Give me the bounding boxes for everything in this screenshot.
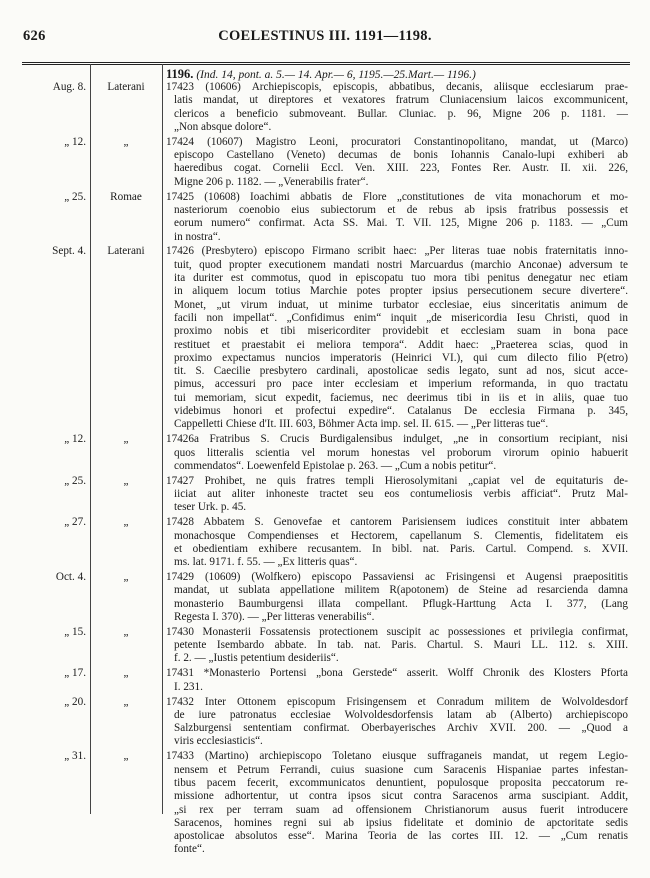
entry-text-first-line: 17429 (10609) (Wolfkero) episcopo Passaviensi ac Frisingensi et Augensi praeposititis	[166, 571, 628, 583]
header-rule-bottom	[22, 64, 630, 65]
entry-text-line: facili non impellat“. „Confidimus enim“ inquit „de misericordia Iesu Christi, quod in	[174, 311, 628, 324]
entry-text-line: tibus pacem fecerit, excommunicatos denuntient, populosque proposita peccatorum re-	[174, 776, 628, 789]
entry-text-line: Salzburgensi sententiam confirmat. Oberbayerisches Archiv XVII. 200. — „Quod a	[174, 722, 628, 735]
entry-place: Laterani	[107, 81, 145, 93]
entry-place: „	[123, 625, 129, 638]
entry-text-line: clericos a beneficio submoveant. Bullar. Cluniac. p. 96, Migne 206 p. 1181. —	[174, 107, 628, 120]
entry-text-line: viris ecclesiasticis“.	[174, 735, 263, 748]
entry-place: „	[123, 695, 129, 708]
entry-text-first-line: 17426 (Presbytero) episcopo Firmano scribit haec: „Per literas tuae nobis fraternitatis inno-	[166, 245, 628, 258]
entry-place: „	[123, 516, 129, 529]
year-note: (Ind. 14, pont. a. 5.— 14. Apr.— 6, 1195.—25.Mart.— 1196.)	[196, 69, 476, 81]
entry-text-first-line: 17426a Fratribus S. Crucis Burdigalensibus indulget, „ne in consortium recipiant, nisi	[166, 433, 628, 446]
entry-date: Oct. 4.	[55, 571, 86, 583]
entry-date: „ 17.	[64, 667, 86, 680]
entry-date: „ 12.	[64, 135, 86, 148]
entry-place: Romae	[110, 190, 142, 203]
entry-text-line: proximo nobis et tibi misericorditer providebit et ecclesiam suam in bona pace	[174, 325, 628, 338]
entry-text-first-line: 17432 Inter Ottonem episcopum Frisingensem et Conradum militem de Wolvoldesdorf	[166, 695, 628, 708]
entry-text-line: ita duriter est commotus, quod in episcopatu tuo mora tibi penitus denegatur nec etiam	[174, 272, 628, 284]
entry-text-line: de iure patronatus ecclesiae Wolvoldesdorfensis latam ab (Alberto) archiepiscopo	[174, 708, 628, 721]
year-heading	[166, 67, 628, 82]
entry-text-line: haeredibus cogat. Cornelii Eccl. Ven. XIII. 223, Fontes Rer. Austr. II. xii. 226,	[174, 162, 628, 175]
entry-text-first-line: 17423 (10606) Archiepiscopis, episcopis, abbatibus, decanis, aliisque ecclesiarum prae-	[166, 81, 628, 93]
entry-text-line: in nostra“.	[174, 230, 221, 243]
entry-text-line: tit. S. Caecilie presbytero cardinali, apostolicae sedis legato, sunt ad nos, sicut acce-	[174, 365, 628, 378]
entry-text-line: monasterio Baumburgensi illata compellant. Pflugk-Harttung Acta I. 377, (Lang	[174, 597, 628, 610]
entry-place: „	[123, 667, 129, 680]
entry-place: „	[123, 433, 129, 446]
entry-text-line: mandat, ut sublata appellatione militem R(apotonem) de Steine ad resarcienda damna	[174, 584, 628, 597]
entry-text-line: videbimus honori et profectui expedire“. Catalanus De ecclesia Firmana p. 345,	[174, 405, 628, 417]
entry-date: „ 15.	[64, 625, 86, 638]
entry-text-line: Saracenos, homines regni sui ab ipsius fidelitate et dominio de apctoritate sedis	[174, 816, 628, 829]
entry-text-line: f. 2. — „Iustis petentium desideriis“.	[174, 652, 339, 665]
entry-text-line: tui memoriam, sicut expedit, faciemus, nec deerimus tibi in iis et in aliis, quae tuo	[174, 391, 628, 404]
entry-text-first-line: 17431 *Monasterio Portensi „bona Gerstede“ asserit. Wolff Chronik des Klosters Pforta	[166, 667, 628, 680]
entry-text-line: monachosque Compendienses et Hectorem, capellanum S. Clementis, fidelitatem eis	[174, 529, 628, 542]
entry-text-line: proximo expectamus nuncios imperatoris (Heinrici VI.), qui cum dilecto filio P(etro)	[174, 351, 628, 364]
entry-text-line: episcopo Castellano (Veneto) decumas de bonis Iohannis Canalo-lupi exhiberi ab	[174, 149, 628, 162]
entry-place: „	[123, 571, 129, 583]
entry-date: „ 20.	[64, 695, 86, 708]
entry-text-line: „Non absque dolore“.	[174, 120, 272, 133]
entry-place: „	[123, 750, 129, 763]
entry-text-line: tuit, quod propter executionem mandati nostri Marcuardus (marchio Anconae) adversum te	[174, 258, 628, 271]
entry-text-line: Cappelletti Chiese d'It. III. 603, Böhmer Acta imp. sel. II. 615. — „Per litteras tue“.	[174, 418, 549, 431]
entry-text-line: apostolicae absolutos esse“. Marina Teoria de las cortes III. 12. — „Cum renatis	[174, 830, 628, 843]
entry-text-line: Regesta I. 370). — „Per litteras venerabilis“.	[174, 610, 375, 623]
entry-text-line: latis mandat, ut direptores et vexatores fratrum Cluniacensium laicos excommunicent,	[174, 94, 628, 107]
entry-text-line: in aliquem locum totius Marchie potes propter ipsius persecutionem secure divertere“.	[174, 285, 628, 298]
entry-text-line: teser Urk. p. 45.	[174, 501, 247, 514]
entry-text-first-line: 17427 Prohibet, ne quis fratres templi Hierosolymitani „capiat vel de equitaturis de-	[166, 474, 628, 487]
entry-text-line: nasteriorum coenobio eius subiectorum et de rebus ab ipsis fratribus possessis et	[174, 203, 628, 216]
entry-date: „ 25.	[64, 474, 86, 487]
entry-text-line: petente Isembardo abbate. In tab. nat. Paris. Chartul. S. Mauri LL. 112. s. XIII.	[174, 639, 628, 652]
column-divider-place	[162, 64, 163, 814]
entry-text-first-line: 17424 (10607) Magistro Leoni, procuratori Constantinopolitano, mandat, ut (Marco)	[166, 135, 628, 148]
entry-text-line: „si rex per terram suam ad offensionem Christianorum ausus fuerit introducere	[174, 803, 628, 816]
entry-text-line: missione adhortentur, ut contra ipsos sicut contra Saracenos arma suscipiant. Addit,	[174, 790, 628, 803]
column-divider-date	[90, 64, 91, 814]
entry-text-line: pimus, accessuri pro pace inter ecclesiam et imperium reformanda, in quo tractatu	[174, 378, 628, 391]
entry-text-line: nensem et Petrum Ferrandi, cuius suasione cum Saracenis Hispaniae partes infestan-	[174, 763, 628, 776]
header-rule-top	[22, 62, 630, 63]
entry-text-line: Migne 206 p. 1182. — „Venerabilis frater“.	[174, 175, 369, 188]
entry-text-line: et obedientiam exhibere recusantem. In bibl. nat. Paris. Cartul. Compend. s. XVII.	[174, 542, 628, 555]
entry-text-first-line: 17430 Monasterii Fossatensis protectionem suscipit ac possessiones et privilegia confirmat,	[166, 625, 628, 638]
entry-text-line: ms. lat. 9171. f. 55. — „Ex litteris quas“.	[174, 556, 358, 569]
entry-place: Laterani	[107, 245, 145, 258]
entry-text-first-line: 17425 (10608) Ioachimi abbatis de Flore „constitutiones de vita monachorum et mo-	[166, 190, 628, 203]
year-label: 1196.	[166, 67, 194, 81]
entry-text-line: restituet et praestabit ei meliora tempora“. Addit haec: „Praeterea scias, quod in	[174, 338, 628, 351]
entry-text-line: iiciat aut aliter inhoneste tractet seu eos contumeliosis verbis afficiat“. Prutz Mal-	[174, 488, 628, 500]
entry-text-line: eorum numero“ confirmat. Acta SS. Mai. T. VII. 125, Migne 206 p. 1183. — „Cum	[174, 217, 628, 230]
entry-date: Aug. 8.	[52, 81, 86, 93]
page-number: 626	[23, 28, 46, 44]
entry-text-line: Monet, „ut virum induat, ut minime turbator ecclesiae, eius sinceritatis animum de	[174, 298, 628, 311]
entry-date: „ 27.	[64, 516, 86, 529]
entry-text-line: commendatos“. Loewenfeld Epistolae p. 263. — „Cum a nobis petitur“.	[174, 459, 497, 472]
entry-text-line: I. 231.	[174, 680, 203, 693]
entry-text-first-line: 17428 Abbatem S. Genovefae et cantorem Parisiensem iudices constituit inter abbatem	[166, 516, 628, 529]
entry-date: Sept. 4.	[52, 245, 86, 258]
entry-text-line: quos litteralis scientia vel morum honestas vel proborum virorum opinio habuerit	[174, 446, 628, 459]
running-title: COELESTINUS III. 1191—1198.	[218, 28, 432, 44]
entry-date: „ 25.	[64, 190, 86, 203]
entry-date: „ 31.	[64, 750, 86, 763]
entry-date: „ 12.	[64, 433, 86, 446]
entry-place: „	[123, 135, 129, 148]
entry-text-line: fonte“.	[174, 843, 205, 856]
entry-text-first-line: 17433 (Martino) archiepiscopo Toletano eiusque suffraganeis mandat, ut regem Legio-	[166, 750, 628, 763]
entry-place: „	[123, 474, 129, 487]
